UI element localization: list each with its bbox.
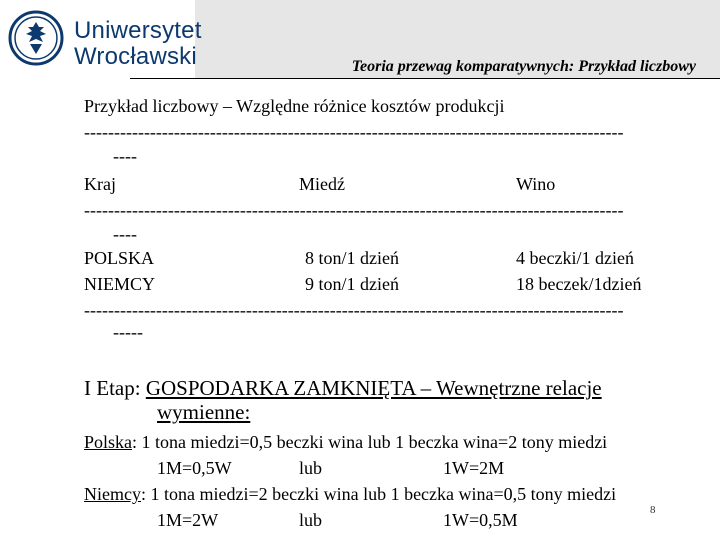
niemcy-text: : 1 tona miedzi=2 beczki wina lub 1 beczka wina=0,5 tony miedzi (140, 484, 617, 504)
polska-lub: lub (299, 458, 323, 478)
dash-line-1-tail: ---- (113, 146, 137, 166)
dash-line-2: ------------------------------------------------------------------------------------------ (84, 200, 624, 220)
col-header-miedz: Miedź (299, 174, 345, 194)
etap-underlined: GOSPODARKA ZAMKNIĘTA – Wewnętrzne relacje (145, 376, 602, 400)
polska-ratio-1: 1M=0,5W (157, 458, 232, 478)
niemcy-label: Niemcy (84, 484, 141, 504)
row-polska-country: POLSKA (84, 248, 155, 268)
dash-line-3: ------------------------------------------------------------------------------------------ (84, 300, 624, 320)
row-polska-miedz: 8 ton/1 dzień (305, 248, 399, 268)
slide-title: Teoria przewag komparatywnych: Przykład liczbowy (351, 58, 696, 75)
logo-line-2: Wrocławski (74, 43, 197, 70)
page-number: 8 (650, 504, 656, 516)
row-niemcy-miedz: 9 ton/1 dzień (305, 274, 399, 294)
title-divider (130, 78, 720, 79)
dash-line-3-tail: ----- (113, 322, 143, 342)
niemcy-relation (84, 484, 616, 505)
col-header-kraj: Kraj (84, 174, 116, 194)
dash-line-1: ------------------------------------------------------------------------------------------ (84, 122, 624, 142)
logo-line-1: Uniwersytet (74, 17, 202, 44)
polska-label: Polska (84, 432, 133, 452)
eagle-emblem-icon (8, 10, 64, 66)
etap-continued: wymienne: (157, 400, 251, 424)
subtitle: Przykład liczbowy – Względne różnice kosztów produkcji (84, 96, 505, 116)
row-polska-wino: 4 beczki/1 dzień (516, 248, 634, 268)
polska-text: : 1 tona miedzi=0,5 beczki wina lub 1 beczka wina=2 tony miedzi (132, 432, 608, 452)
logo-text (74, 18, 202, 70)
polska-relation (84, 432, 607, 453)
niemcy-lub: lub (299, 510, 323, 530)
niemcy-ratio-1: 1M=2W (157, 510, 219, 530)
university-logo (8, 10, 202, 70)
row-niemcy-wino: 18 beczek/1dzień (516, 274, 642, 294)
etap-heading (84, 376, 602, 400)
col-header-wino: Wino (516, 174, 556, 194)
etap-prefix: I Etap: (84, 376, 146, 400)
niemcy-ratio-2: 1W=0,5M (443, 510, 518, 530)
row-niemcy-country: NIEMCY (84, 274, 155, 294)
dash-line-2-tail: ---- (113, 224, 137, 244)
polska-ratio-2: 1W=2M (443, 458, 505, 478)
